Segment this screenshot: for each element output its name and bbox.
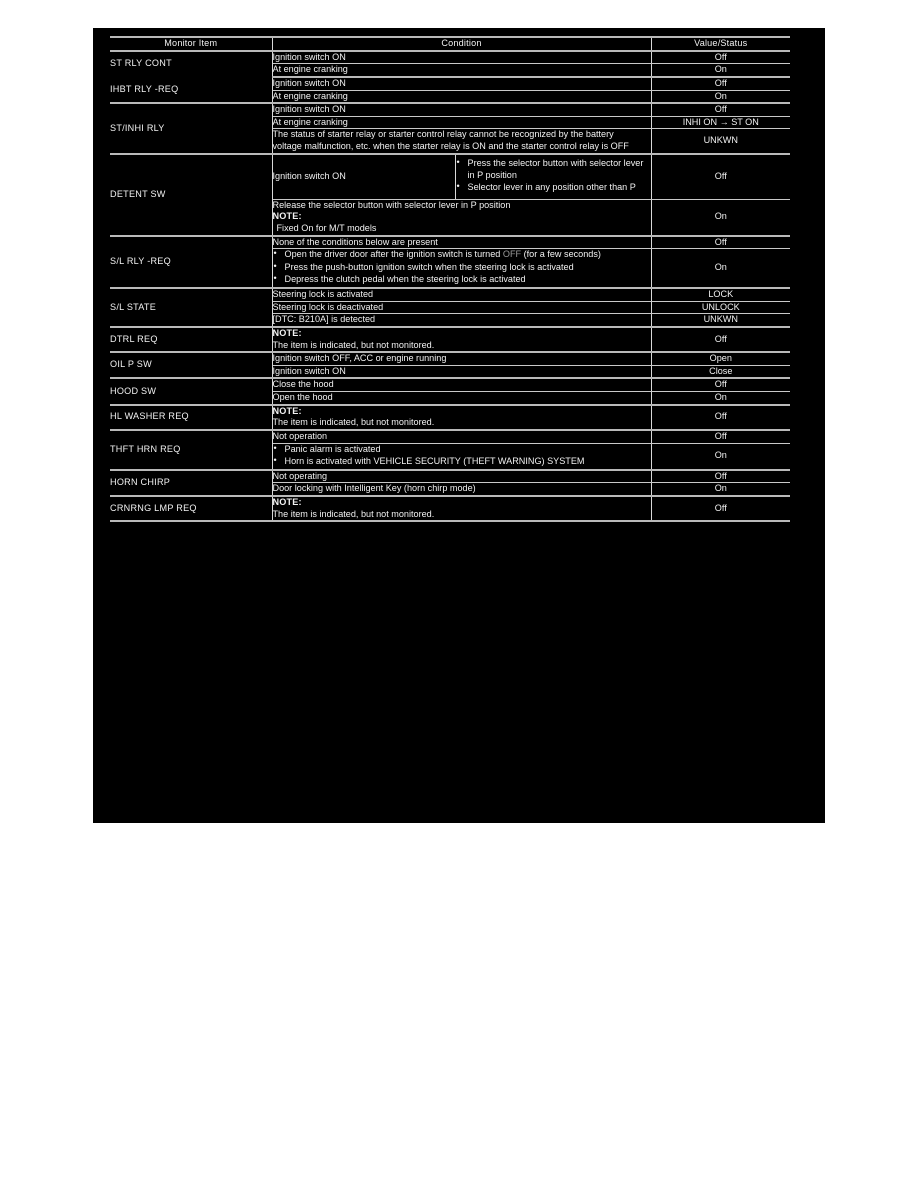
bullet-post: (for a few seconds) bbox=[521, 249, 601, 260]
table-bottom-rule bbox=[110, 520, 790, 522]
condition-cell bbox=[272, 327, 651, 352]
value-cell: Off bbox=[651, 496, 790, 520]
item-name: DETENT SW bbox=[110, 188, 166, 199]
row-item-label bbox=[110, 405, 272, 430]
condition-text: Release the selector button with selector lever in P position bbox=[272, 199, 511, 210]
value-cell: On bbox=[651, 64, 790, 77]
row-item-label bbox=[110, 430, 272, 470]
condition-cell: Steering lock is deactivated bbox=[272, 301, 651, 314]
item-name: ST/INHI RLY bbox=[110, 122, 165, 133]
condition-cell bbox=[272, 199, 651, 235]
row-item-label bbox=[110, 327, 272, 352]
condition-cell: Not operation bbox=[272, 430, 651, 443]
condition-cell bbox=[272, 405, 651, 430]
table-row bbox=[110, 288, 790, 301]
value-cell: Off bbox=[651, 77, 790, 90]
value-cell: Off bbox=[651, 154, 790, 200]
row-item-label bbox=[110, 77, 272, 103]
value-cell: Off bbox=[651, 327, 790, 352]
list-item: • Panic alarm is activated bbox=[273, 444, 639, 456]
condition-sub-cell bbox=[455, 154, 651, 200]
condition-cell: The status of starter relay or starter control relay cannot be recognized by the battery voltage malfunction, etc. when the starter relay is ON and the starter control relay is OFF bbox=[272, 129, 651, 154]
value-cell: Off bbox=[651, 236, 790, 249]
condition-cell: Open the hood bbox=[272, 392, 651, 405]
row-item-label bbox=[110, 470, 272, 496]
item-name: IHBT RLY -REQ bbox=[110, 83, 179, 94]
row-item-label bbox=[110, 236, 272, 289]
bullet-pre: Open the driver door after the ignition switch is turned bbox=[284, 249, 503, 260]
condition-cell: Ignition switch ON bbox=[272, 154, 455, 200]
condition-cell: Ignition switch ON bbox=[272, 103, 651, 116]
table-header-row bbox=[110, 37, 790, 51]
row-item-label bbox=[110, 352, 272, 378]
header-condition: Condition bbox=[272, 37, 651, 51]
table-row bbox=[110, 378, 790, 391]
monitor-item-table bbox=[110, 36, 790, 520]
value-cell: Off bbox=[651, 405, 790, 430]
value-cell: INHI ON → ST ON bbox=[651, 116, 790, 129]
row-item-label bbox=[110, 103, 272, 154]
list-item bbox=[273, 249, 633, 261]
table-row bbox=[110, 470, 790, 483]
item-name: S/L RLY -REQ bbox=[110, 255, 171, 266]
value-cell: UNLOCK bbox=[651, 301, 790, 314]
condition-cell: At engine cranking bbox=[272, 90, 651, 103]
item-name: S/L STATE bbox=[110, 301, 157, 312]
list-item: • Press the selector button with selector lever in P position bbox=[456, 158, 651, 181]
table-row bbox=[110, 51, 790, 64]
bullet-list bbox=[273, 444, 639, 468]
item-name: DTRL REQ bbox=[110, 333, 158, 344]
value-cell: Off bbox=[651, 378, 790, 391]
note-label: NOTE: bbox=[272, 405, 302, 416]
note-body: The item is indicated, but not monitored. bbox=[272, 339, 435, 350]
item-name: HL WASHER REQ bbox=[110, 411, 189, 422]
row-item-label bbox=[110, 288, 272, 327]
row-item-label bbox=[110, 51, 272, 77]
condition-cell: None of the conditions below are present bbox=[272, 236, 651, 249]
note-label: NOTE: bbox=[272, 497, 302, 507]
row-item-label bbox=[110, 154, 272, 236]
condition-cell: Door locking with Intelligent Key (horn chirp mode) bbox=[272, 483, 651, 496]
note-body: Fixed On for M/T models bbox=[276, 222, 377, 233]
value-cell: Off bbox=[651, 430, 790, 443]
bullet-list bbox=[273, 249, 633, 286]
value-cell: On bbox=[651, 199, 790, 235]
note-body: The item is indicated, but not monitored. bbox=[272, 417, 435, 428]
value-cell: On bbox=[651, 392, 790, 405]
item-name: ST RLY CONT bbox=[110, 58, 172, 69]
header-value-status: Value/Status bbox=[651, 37, 790, 51]
row-item-label bbox=[110, 496, 272, 520]
note-label: NOTE: bbox=[272, 211, 302, 222]
condition-cell: Ignition switch ON bbox=[272, 365, 651, 378]
value-cell: On bbox=[651, 483, 790, 496]
condition-cell bbox=[272, 249, 651, 288]
table-row bbox=[110, 77, 790, 90]
value-cell: Off bbox=[651, 103, 790, 116]
condition-cell bbox=[272, 443, 651, 470]
row-item-label bbox=[110, 378, 272, 404]
value-cell: LOCK bbox=[651, 288, 790, 301]
list-item: • Selector lever in any position other than P bbox=[456, 182, 651, 194]
table-row bbox=[110, 352, 790, 365]
item-name: CRNRNG LMP REQ bbox=[110, 502, 197, 513]
item-name: HORN CHIRP bbox=[110, 477, 171, 488]
table-row bbox=[110, 327, 790, 352]
note-body: The item is indicated, but not monitored. bbox=[272, 508, 435, 519]
condition-cell: Close the hood bbox=[272, 378, 651, 391]
list-item: • Horn is activated with VEHICLE SECURITY (THEFT WARNING) SYSTEM bbox=[273, 456, 639, 468]
table-row bbox=[110, 154, 790, 200]
value-cell: On bbox=[651, 249, 790, 288]
value-cell: Open bbox=[651, 352, 790, 365]
item-name: THFT HRN REQ bbox=[110, 444, 181, 454]
sub-bullet-list bbox=[456, 158, 651, 194]
note-label: NOTE: bbox=[272, 327, 302, 338]
table-row bbox=[110, 430, 790, 443]
condition-cell: Steering lock is activated bbox=[272, 288, 651, 301]
condition-cell: At engine cranking bbox=[272, 116, 651, 129]
condition-cell: Ignition switch OFF, ACC or engine running bbox=[272, 352, 651, 365]
list-item: • Press the push-button ignition switch when the steering lock is activated bbox=[273, 262, 633, 274]
value-cell: Close bbox=[651, 365, 790, 378]
table-row bbox=[110, 405, 790, 430]
condition-cell: Ignition switch ON bbox=[272, 77, 651, 90]
value-cell: On bbox=[651, 443, 790, 470]
table-row bbox=[110, 103, 790, 116]
condition-cell: Not operating bbox=[272, 470, 651, 483]
monitor-item-table-container bbox=[110, 36, 790, 520]
value-cell: Off bbox=[651, 470, 790, 483]
header-monitor-item: Monitor Item bbox=[110, 37, 272, 51]
bullet-emphasis: OFF bbox=[502, 249, 522, 260]
list-item: • Depress the clutch pedal when the steering lock is activated bbox=[273, 274, 633, 286]
condition-cell: At engine cranking bbox=[272, 64, 651, 77]
item-name: HOOD SW bbox=[110, 385, 157, 396]
table-row bbox=[110, 236, 790, 249]
condition-cell bbox=[272, 496, 651, 520]
table-row bbox=[110, 496, 790, 520]
value-cell: UNKWN bbox=[651, 129, 790, 154]
value-cell: UNKWN bbox=[651, 314, 790, 327]
item-name: OIL P SW bbox=[110, 359, 152, 370]
condition-cell: Ignition switch ON bbox=[272, 51, 651, 64]
condition-cell: [DTC: B210A] is detected bbox=[272, 314, 651, 327]
value-cell: On bbox=[651, 90, 790, 103]
value-cell: Off bbox=[651, 51, 790, 64]
